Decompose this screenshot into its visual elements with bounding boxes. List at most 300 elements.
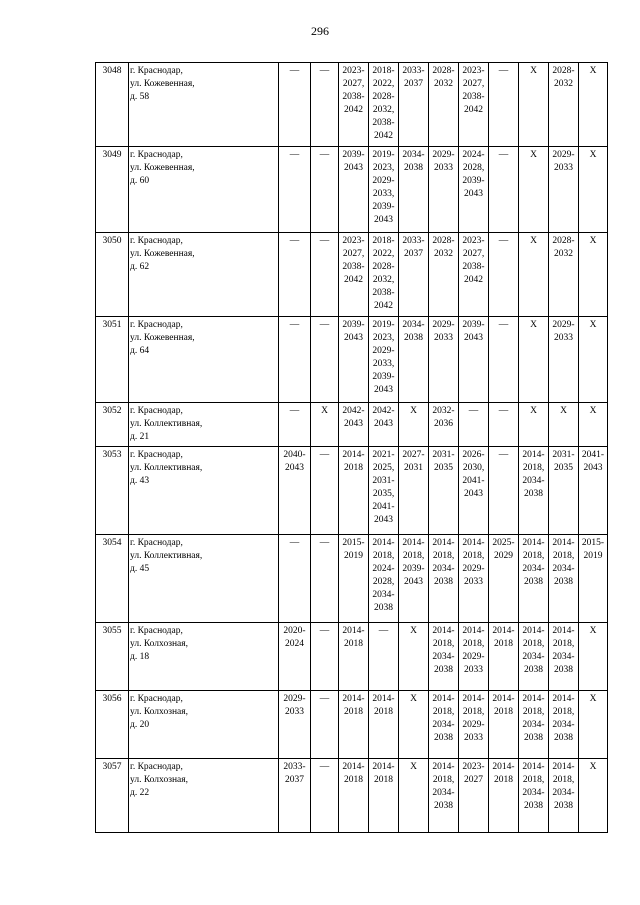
cell-line: 2039- [342, 320, 365, 330]
address-cell [129, 147, 279, 233]
address-line: ул. Коллективная, [130, 551, 203, 561]
period-cell [549, 623, 579, 691]
cell-line: 2023- [462, 236, 485, 246]
period-cell [339, 759, 369, 833]
period-cell [429, 63, 459, 147]
period-cell [339, 447, 369, 535]
period-cell [459, 535, 489, 623]
period-cell [339, 623, 369, 691]
cell-line: 2042- [342, 406, 365, 416]
cell-line: 2028, [372, 577, 395, 587]
cell-line: 2029- [462, 652, 485, 662]
cell-line: 2036 [434, 419, 453, 429]
cell-line: 2028- [552, 66, 575, 76]
cell-line: X [410, 626, 417, 636]
cell-line: 2029- [432, 320, 455, 330]
period-cell [459, 759, 489, 833]
period-cell [579, 691, 608, 759]
period-cell [429, 535, 459, 623]
cell-line: 2024- [462, 150, 485, 160]
period-cell [489, 691, 519, 759]
period-cell [369, 691, 399, 759]
cell-line: 2014- [372, 762, 395, 772]
cell-line: 2023, [372, 163, 395, 173]
cell-line: 2014- [522, 694, 545, 704]
cell-line: 2038 [434, 577, 453, 587]
cell-line: 2027 [464, 775, 483, 785]
address-line: г. Краснодар, [130, 762, 183, 772]
cell-line: — [498, 406, 509, 416]
cell-line: 2014- [372, 538, 395, 548]
cell-line: 2033 [434, 333, 453, 343]
period-cell [489, 623, 519, 691]
period-cell [549, 447, 579, 535]
cell-line: 2038- [342, 262, 365, 272]
address-line: д. 21 [130, 432, 150, 442]
period-cell [459, 63, 489, 147]
cell-line: 2038 [524, 733, 543, 743]
cell-line: 2025, [372, 463, 395, 473]
cell-line: 2014- [372, 694, 395, 704]
cell-line: 2034- [432, 564, 455, 574]
cell-line: 2034- [522, 720, 545, 730]
page-number: 296 [311, 24, 329, 38]
period-cell [429, 447, 459, 535]
period-cell [399, 403, 429, 447]
cell-line: 2023- [342, 66, 365, 76]
cell-line: 2038 [524, 577, 543, 587]
period-cell [339, 233, 369, 317]
cell-line: 2042 [344, 105, 363, 115]
row-number: 3052 [96, 403, 129, 447]
cell-line: 2038 [434, 733, 453, 743]
cell-line: 2018 [344, 463, 363, 473]
cell-line: 2028- [372, 262, 395, 272]
cell-line: 2023- [342, 236, 365, 246]
cell-line: — [498, 450, 509, 460]
cell-line: 2014- [432, 538, 455, 548]
period-cell [519, 147, 549, 233]
address-line: г. Краснодар, [130, 320, 183, 330]
period-cell [489, 233, 519, 317]
cell-line: 2033 [554, 163, 573, 173]
cell-line: X [589, 694, 597, 704]
period-cell [369, 759, 399, 833]
cell-line: 2032- [432, 406, 455, 416]
period-cell [459, 623, 489, 691]
cell-line: X [560, 406, 567, 416]
row-number: 3054 [96, 535, 129, 623]
address-line: ул. Коллективная, [130, 463, 203, 473]
cell-line: 2041- [462, 476, 485, 486]
period-cell [459, 447, 489, 535]
cell-line: 2032 [434, 249, 453, 259]
cell-line: 2034- [522, 476, 545, 486]
cell-line: 2028- [432, 236, 455, 246]
cell-line: — [289, 320, 300, 330]
cell-line: 2035, [372, 489, 395, 499]
period-cell [489, 759, 519, 833]
period-cell [579, 403, 608, 447]
cell-line: 2029- [432, 150, 455, 160]
period-cell [429, 233, 459, 317]
period-cell [311, 147, 339, 233]
cell-line: X [530, 320, 537, 330]
period-cell [369, 147, 399, 233]
cell-line: 2029- [462, 720, 485, 730]
cell-line: 2038- [372, 118, 395, 128]
cell-line: X [589, 626, 597, 636]
cell-line: 2033 [464, 577, 483, 587]
address-line: д. 43 [130, 476, 150, 486]
cell-line: 2039- [372, 202, 395, 212]
cell-line: 2037 [285, 775, 304, 785]
cell-line: 2034- [522, 788, 545, 798]
cell-line: 2038 [434, 801, 453, 811]
address-line: г. Краснодар, [130, 626, 183, 636]
cell-line: 2014- [462, 626, 485, 636]
cell-line: 2029- [372, 346, 395, 356]
period-cell [579, 447, 608, 535]
cell-line: — [498, 236, 509, 246]
period-cell [339, 317, 369, 403]
cell-line: 2028- [552, 236, 575, 246]
period-cell [311, 233, 339, 317]
cell-line: — [289, 236, 300, 246]
cell-line: 2014- [522, 450, 545, 460]
period-cell [279, 317, 311, 403]
cell-line: 2038 [554, 801, 573, 811]
cell-line: 2025- [492, 538, 515, 548]
period-cell [519, 535, 549, 623]
period-cell [279, 447, 311, 535]
cell-line: 2028- [372, 92, 395, 102]
period-cell [369, 447, 399, 535]
cell-line: — [498, 66, 509, 76]
cell-line: 2043 [583, 463, 603, 473]
cell-line: 2043 [344, 419, 363, 429]
period-cell [339, 63, 369, 147]
cell-line: 2014- [522, 538, 545, 548]
cell-line: 2031 [404, 463, 423, 473]
period-cell [369, 535, 399, 623]
period-cell [549, 759, 579, 833]
cell-line: — [289, 538, 300, 548]
address-cell [129, 535, 279, 623]
cell-line: 2037 [404, 249, 423, 259]
address-line: г. Краснодар, [130, 538, 183, 548]
table-row [96, 317, 608, 403]
cell-line: 2040- [283, 450, 306, 460]
cell-line: 2018, [462, 639, 485, 649]
cell-line: 2039- [462, 320, 485, 330]
period-cell [279, 233, 311, 317]
cell-line: 2014- [552, 538, 575, 548]
address-cell [129, 403, 279, 447]
cell-line: 2033, [372, 359, 395, 369]
cell-line: 2018 [344, 775, 363, 785]
period-cell [579, 147, 608, 233]
cell-line: — [378, 626, 389, 636]
cell-line: 2031- [432, 450, 455, 460]
address-line: г. Краснодар, [130, 150, 183, 160]
address-cell [129, 233, 279, 317]
period-cell [311, 759, 339, 833]
period-cell [549, 147, 579, 233]
cell-line: 2014- [342, 694, 365, 704]
cell-line: 2038- [462, 92, 485, 102]
cell-line: — [498, 150, 509, 160]
cell-line: 2014- [492, 694, 515, 704]
period-cell [279, 403, 311, 447]
cell-line: 2043 [374, 419, 393, 429]
cell-line: 2019- [372, 150, 395, 160]
cell-line: 2015- [342, 538, 365, 548]
cell-line: — [319, 626, 330, 636]
cell-line: 2033 [464, 665, 483, 675]
cell-line: X [530, 406, 537, 416]
cell-line: X [410, 762, 417, 772]
cell-line: 2033- [283, 762, 306, 772]
cell-line: 2018, [522, 551, 545, 561]
cell-line: 2033 [554, 333, 573, 343]
cell-line: 2018, [552, 707, 575, 717]
cell-line: 2034- [432, 788, 455, 798]
address-line: д. 60 [130, 176, 150, 186]
cell-line: — [468, 406, 479, 416]
cell-line: 2039- [342, 150, 365, 160]
cell-line: — [289, 66, 300, 76]
period-cell [549, 403, 579, 447]
address-cell [129, 447, 279, 535]
cell-line: — [319, 320, 330, 330]
address-line: д. 45 [130, 564, 150, 574]
address-line: д. 18 [130, 652, 150, 662]
cell-line: X [589, 66, 597, 76]
cell-line: 2014- [432, 694, 455, 704]
cell-line: X [589, 406, 597, 416]
period-cell [519, 691, 549, 759]
address-line: г. Краснодар, [130, 236, 183, 246]
period-cell [339, 535, 369, 623]
cell-line: 2034- [522, 652, 545, 662]
period-cell [399, 233, 429, 317]
period-cell [429, 691, 459, 759]
period-cell [369, 233, 399, 317]
cell-line: 2019 [344, 551, 363, 561]
cell-line: 2022, [372, 79, 395, 89]
cell-line: 2031- [372, 476, 395, 486]
period-cell [549, 233, 579, 317]
cell-line: 2042 [374, 131, 393, 141]
address-line: д. 62 [130, 262, 150, 272]
cell-line: 2043 [464, 489, 483, 499]
cell-line: 2031- [552, 450, 575, 460]
cell-line: — [289, 406, 300, 416]
period-cell [279, 147, 311, 233]
cell-line: 2021- [372, 450, 395, 460]
cell-line: 2043 [344, 333, 363, 343]
period-cell [519, 759, 549, 833]
period-cell [399, 317, 429, 403]
cell-line: 2042 [344, 275, 363, 285]
cell-line: 2032 [554, 249, 573, 259]
cell-line: 2014- [432, 762, 455, 772]
period-cell [549, 691, 579, 759]
cell-line: 2034- [402, 320, 425, 330]
address-cell [129, 623, 279, 691]
cell-line: 2039- [372, 372, 395, 382]
period-cell [579, 63, 608, 147]
cell-line: 2032 [434, 79, 453, 89]
cell-line: 2027- [402, 450, 425, 460]
period-cell [489, 403, 519, 447]
cell-line: 2029 [494, 551, 513, 561]
cell-line: 2018, [372, 551, 395, 561]
period-cell [399, 623, 429, 691]
cell-line: 2018 [374, 707, 393, 717]
cell-line: 2018 [494, 775, 513, 785]
cell-line: 2034- [522, 564, 545, 574]
cell-line: 2038 [374, 603, 393, 613]
period-cell [429, 403, 459, 447]
period-cell [519, 63, 549, 147]
cell-line: 2014- [492, 626, 515, 636]
period-cell [279, 63, 311, 147]
cell-line: 2015- [581, 538, 605, 548]
cell-line: 2035 [434, 463, 453, 473]
period-cell [489, 447, 519, 535]
period-cell [311, 535, 339, 623]
address-line: г. Краснодар, [130, 694, 183, 704]
address-line: ул. Кожевенная, [130, 333, 195, 343]
cell-line: 2041- [581, 450, 605, 460]
period-cell [579, 317, 608, 403]
period-cell [459, 147, 489, 233]
cell-line: 2034- [552, 788, 575, 798]
period-cell [399, 759, 429, 833]
period-cell [311, 623, 339, 691]
cell-line: 2018 [494, 707, 513, 717]
cell-line: 2034- [432, 652, 455, 662]
address-line: ул. Колхозная, [130, 775, 188, 785]
cell-line: 2018, [552, 551, 575, 561]
period-cell [489, 317, 519, 403]
address-line: д. 20 [130, 720, 150, 730]
cell-line: 2018 [374, 775, 393, 785]
cell-line: 2032 [554, 79, 573, 89]
period-cell [369, 63, 399, 147]
period-cell [369, 403, 399, 447]
cell-line: 2043 [464, 333, 483, 343]
cell-line: 2014- [552, 626, 575, 636]
cell-line: 2043 [285, 463, 304, 473]
cell-line: 2033 [434, 163, 453, 173]
cell-line: 2018 [344, 639, 363, 649]
cell-line: X [589, 236, 597, 246]
table-row [96, 403, 608, 447]
cell-line: 2042- [372, 406, 395, 416]
period-cell [549, 535, 579, 623]
period-cell [459, 403, 489, 447]
period-cell [339, 147, 369, 233]
cell-line: 2018, [522, 775, 545, 785]
cell-line: 2027, [342, 249, 365, 259]
cell-line: 2026- [462, 450, 485, 460]
cell-line: 2038 [434, 665, 453, 675]
period-cell [429, 623, 459, 691]
cell-line: 2038 [524, 665, 543, 675]
period-cell [459, 317, 489, 403]
cell-line: 2033 [285, 707, 304, 717]
cell-line: 2033- [402, 66, 425, 76]
cell-line: 2018, [432, 775, 455, 785]
cell-line: — [289, 150, 300, 160]
period-cell [279, 623, 311, 691]
cell-line: 2014- [342, 762, 365, 772]
period-cell [579, 233, 608, 317]
cell-line: 2018, [522, 463, 545, 473]
row-number: 3056 [96, 691, 129, 759]
cell-line: 2038 [554, 665, 573, 675]
address-line: г. Краснодар, [130, 66, 183, 76]
cell-line: X [530, 236, 537, 246]
cell-line: 2023, [372, 333, 395, 343]
row-number: 3049 [96, 147, 129, 233]
cell-line: 2014- [552, 762, 575, 772]
cell-line: 2020- [283, 626, 306, 636]
period-cell [489, 535, 519, 623]
period-cell [519, 317, 549, 403]
table-body [96, 63, 608, 833]
cell-line: 2043 [374, 515, 393, 525]
cell-line: 2043 [374, 215, 393, 225]
period-cell [399, 63, 429, 147]
cell-line: 2043 [404, 577, 423, 587]
cell-line: 2033- [402, 236, 425, 246]
cell-line: — [319, 450, 330, 460]
cell-line: 2019 [583, 551, 603, 561]
cell-line: 2034- [552, 652, 575, 662]
cell-line: 2032, [372, 105, 395, 115]
cell-line: 2034- [432, 720, 455, 730]
cell-line: — [498, 320, 509, 330]
address-cell [129, 691, 279, 759]
table-row [96, 147, 608, 233]
cell-line: 2038- [462, 262, 485, 272]
cell-line: 2034- [402, 150, 425, 160]
cell-line: 2014- [432, 626, 455, 636]
cell-line: X [410, 406, 417, 416]
cell-line: 2038 [524, 489, 543, 499]
period-cell [519, 447, 549, 535]
cell-line: — [319, 236, 330, 246]
cell-line: 2022, [372, 249, 395, 259]
cell-line: 2018, [432, 707, 455, 717]
cell-line: X [589, 320, 597, 330]
cell-line: 2027, [462, 79, 485, 89]
period-cell [429, 317, 459, 403]
address-line: ул. Кожевенная, [130, 163, 195, 173]
cell-line: 2014- [402, 538, 425, 548]
address-line: ул. Колхозная, [130, 639, 188, 649]
cell-line: 2014- [522, 626, 545, 636]
cell-line: 2018- [372, 236, 395, 246]
period-cell [399, 147, 429, 233]
cell-line: 2034- [552, 564, 575, 574]
period-cell [279, 535, 311, 623]
period-cell [311, 63, 339, 147]
